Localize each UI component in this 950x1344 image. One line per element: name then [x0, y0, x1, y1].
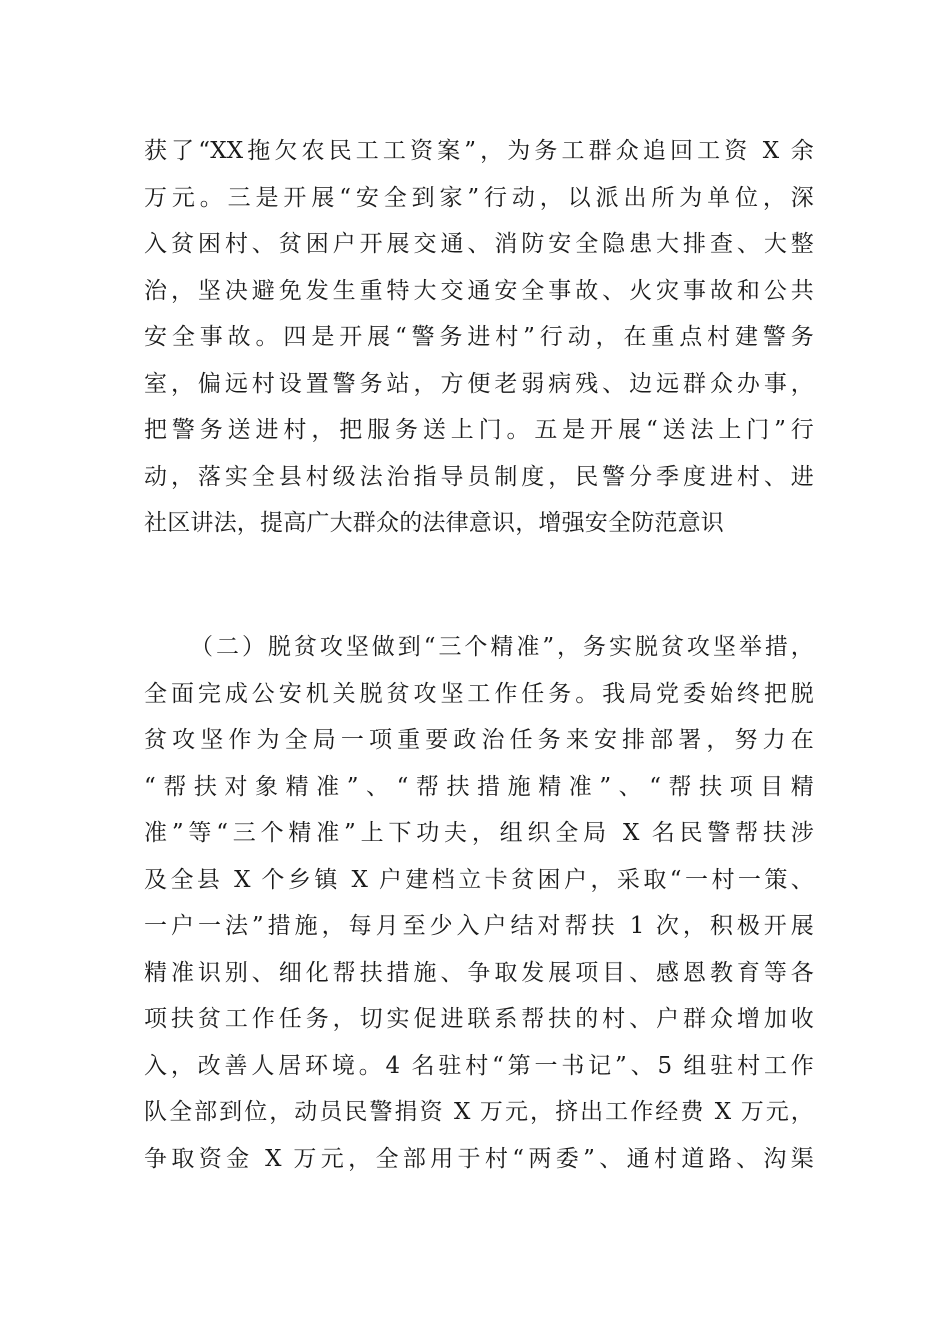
text-line: 动，落实全县村级法治指导员制度，民警分季度进村、进 — [144, 463, 814, 490]
text-line: “帮扶对象精准”、“帮扶措施精准”、“帮扶项目精 — [144, 773, 814, 800]
paragraph-continued — [144, 128, 814, 547]
text-line: 万元。三是开展“安全到家”行动，以派出所为单位，深 — [144, 184, 814, 211]
text-line: 社区讲法，提高广大群众的法律意识，增强安全防范意识 — [144, 510, 724, 536]
text-line: 把警务送进村，把服务送上门。五是开展“送法上门”行 — [144, 417, 814, 443]
section-heading-line: （二）脱贫攻坚做到“三个精准”，务实脱贫攻坚举措， — [190, 634, 814, 660]
text-line: 贫攻坚作为全局一项重要政治任务来安排部署，努力在 — [144, 727, 814, 753]
text-line: 入，改善人居环境。4 名驻村“第一书记”、5 组驻村工作 — [144, 1052, 814, 1079]
text-line: 获了“XX拖欠农民工工资案”，为务工群众追回工资 X 余 — [144, 138, 814, 164]
text-line: 治，坚决避免发生重特大交通安全事故、火灾事故和公共 — [144, 277, 814, 304]
paragraph-section-two — [144, 624, 814, 1182]
text-line: 争取资金 X 万元，全部用于村“两委”、通村道路、沟渠 — [144, 1145, 814, 1172]
text-line: 项扶贫工作任务，切实促进联系帮扶的村、户群众增加收 — [144, 1006, 814, 1032]
text-line: 一户一法”措施，每月至少入户结对帮扶 1 次，积极开展 — [144, 913, 814, 939]
text-line: 及全县 X 个乡镇 X 户建档立卡贫困户，采取“一村一策、 — [144, 866, 814, 893]
text-line: 入贫困村、贫困户开展交通、消防安全隐患大排查、大整 — [144, 231, 814, 257]
text-line: 安全事故。四是开展“警务进村”行动，在重点村建警务 — [144, 324, 814, 350]
text-line: 准”等“三个精准”上下功夫，组织全局 X 名民警帮扶涉 — [144, 820, 814, 846]
text-line: 室，偏远村设置警务站，方便老弱病残、边远群众办事， — [144, 370, 814, 397]
text-line: 队全部到位，动员民警捐资 X 万元，挤出工作经费 X 万元， — [144, 1099, 814, 1125]
text-line: 精准识别、细化帮扶措施、争取发展项目、感恩教育等各 — [144, 959, 814, 986]
text-line: 全面完成公安机关脱贫攻坚工作任务。我局党委始终把脱 — [144, 680, 814, 707]
